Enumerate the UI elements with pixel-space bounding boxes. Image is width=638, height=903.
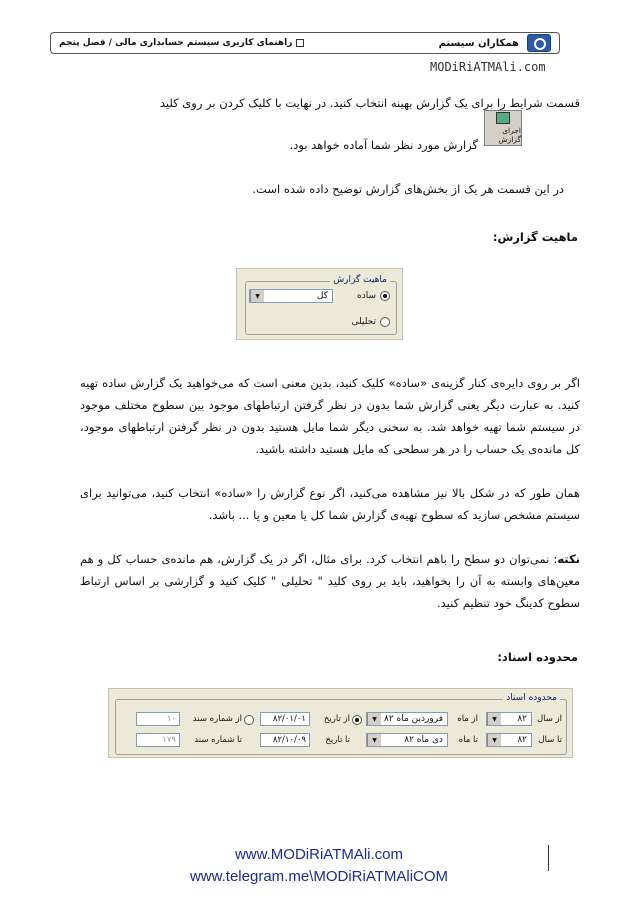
to-year-select[interactable] xyxy=(486,733,532,747)
square-bullet-icon xyxy=(296,39,304,47)
from-doc-label: از شماره سند xyxy=(192,714,242,724)
level-select[interactable] xyxy=(249,289,333,303)
run-report-button[interactable] xyxy=(484,110,522,146)
intro-line3: در این قسمت هر یک از بخش‌های گزارش توضیح داده شده است. xyxy=(252,182,564,196)
chevron-down-icon[interactable]: ▼ xyxy=(250,290,264,302)
header-site: MODiRiATMAli.com xyxy=(430,60,546,74)
chevron-down-icon[interactable]: ▼ xyxy=(367,734,381,746)
radio-analytic[interactable] xyxy=(380,317,390,327)
section-heading-documents-range: محدوده اسناد: xyxy=(497,650,578,664)
option-simple-label: ساده xyxy=(356,291,376,301)
brand-name: همکاران سیستم xyxy=(438,37,519,49)
guide-title xyxy=(59,38,304,48)
to-month-select[interactable] xyxy=(366,733,448,747)
report-type-panel xyxy=(236,268,403,340)
footer-url2[interactable]: www.telegram.me\MODiRiATMAliCOM xyxy=(189,868,449,885)
option-analytic-label: تحلیلی xyxy=(351,317,376,327)
level-select-value: کل xyxy=(316,291,328,301)
from-doc-input[interactable]: ۱۰ xyxy=(136,712,180,726)
page-header xyxy=(50,32,560,54)
from-month-label: از ماه xyxy=(457,714,478,724)
brand xyxy=(439,34,551,52)
from-date-label: از تاریخ xyxy=(323,714,350,724)
option-simple[interactable] xyxy=(357,291,390,301)
chevron-down-icon[interactable]: ▼ xyxy=(487,734,501,746)
intro-line1: قسمت شرایط را برای یک گزارش بهینه انتخاب کنید. در نهایت با کلیک کردن بر روی کلید xyxy=(159,96,580,110)
section-heading-report-type: ماهیت گزارش: xyxy=(492,230,578,244)
level-paragraph: همان طور که در شکل بالا نیز مشاهده می‌کنید، اگر نوع گزارش را «ساده» انتخاب کنید، می‌توانید برای سیستم مشخص سازید که سطوح تهیه‌ی گزارش شما کل یا معین و یا ... باشد. xyxy=(80,486,580,522)
from-year-value: ۸۲ xyxy=(517,714,527,724)
documents-range-panel xyxy=(108,688,573,758)
from-date-input[interactable]: ۸۲/۰۱/۰۱ xyxy=(260,712,310,726)
to-date-input[interactable]: ۸۲/۱۰/۰۹ xyxy=(260,733,310,747)
to-month-value: دی ماه ۸۲ xyxy=(404,735,443,745)
to-date-label: تا تاریخ xyxy=(325,735,350,745)
radio-simple[interactable] xyxy=(380,291,390,301)
date-range-radio[interactable] xyxy=(352,715,362,725)
from-year-label: از سال xyxy=(536,714,562,724)
option-analytic[interactable] xyxy=(352,317,391,327)
to-year-value: ۸۲ xyxy=(517,735,527,745)
report-type-legend: ماهیت گزارش xyxy=(330,275,390,285)
simple-report-paragraph: اگر بر روی دایره‌ی کنار گزینه‌ی «ساده» کلیک کنید، بدین معنی است که می‌خواهید یک گزارش ساده تهیه کنید. به عبارت دیگر یعنی گزارش شما بدون در نظر گرفتن ارتباطهای موجود بین سطوح مختلف موجود در سیستم شما تهیه خواهد شد. به سخنی دیگر شما مایل هستید بدون در نظر گرفتن ارتباطهای موجود، کل مانده‌ی یک حساب را در هر سطحی که مایل هستید داشته باشید. xyxy=(80,376,580,456)
from-year-select[interactable] xyxy=(486,712,532,726)
intro-line2: گزارش مورد نظر شما آماده خواهد بود. xyxy=(289,138,478,152)
run-report-label: اجرای گزارش xyxy=(498,126,521,144)
run-report-icon xyxy=(496,112,510,124)
to-month-label: تا ماه xyxy=(458,735,478,745)
note-paragraph xyxy=(80,548,580,614)
from-month-select[interactable] xyxy=(366,712,448,726)
to-doc-label: تا شماره سند xyxy=(194,735,242,745)
note-label: نکته xyxy=(557,552,580,566)
to-year-label: تا سال xyxy=(538,735,562,745)
note-text: : نمی‌توان دو سطح را باهم انتخاب کرد. برای مثال، اگر در یک گزارش، هم مانده‌ی حساب کل و هم معین‌های وابسته به آن را بخواهید، باید بر روی کلید " تحلیلی " کلیک کنید و گزارشی بر اساس ارتباط سطوح کدینگ خود تنظیم کنید. xyxy=(80,552,580,610)
to-doc-input[interactable]: ۱۷۹ xyxy=(136,733,180,747)
guide-title-text: راهنمای کاربری سیستم حسابداری مالی / فصل پنجم xyxy=(59,38,293,48)
chevron-down-icon[interactable]: ▼ xyxy=(367,713,381,725)
company-logo-icon xyxy=(527,34,551,52)
documents-range-legend: محدوده اسناد xyxy=(503,693,560,703)
doc-range-radio[interactable] xyxy=(244,715,254,725)
footer-url1[interactable]: www.MODiRiATMAli.com xyxy=(234,846,404,863)
chevron-down-icon[interactable]: ▼ xyxy=(487,713,501,725)
from-month-value: فروردین ماه ۸۲ xyxy=(384,714,443,724)
